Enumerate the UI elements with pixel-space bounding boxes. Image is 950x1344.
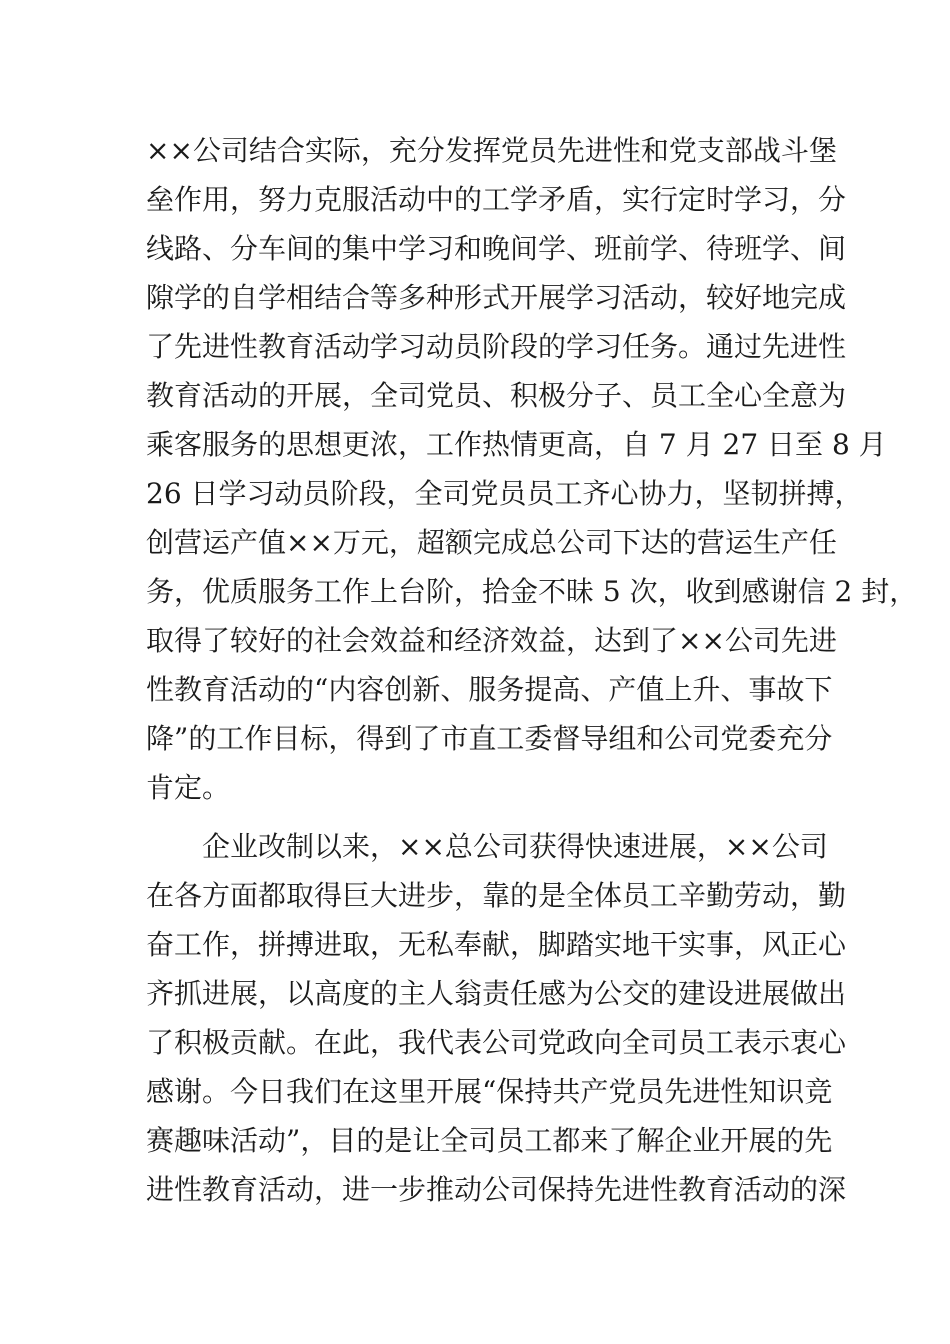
text-line: 性教育活动的“内容创新、服务提高、产值上升、事故下 [146, 673, 833, 706]
text-line: 了先进性教育活动学习动员阶段的学习任务。通过先进性 [146, 330, 847, 363]
text-line: 奋工作，拼搏进取，无私奉献，脚踏实地干实事，风正心 [146, 928, 847, 961]
text-line: 了积极贡献。在此，我代表公司党政向全司员工表示衷心 [146, 1026, 847, 1059]
text-line: 企业改制以来，××总公司获得快速进展，××公司 [202, 830, 828, 863]
text-line: 感谢。今日我们在这里开展“保持共产党员先进性知识竞 [146, 1075, 833, 1108]
text-line: 赛趣味活动”，目的是让全司员工都来了解企业开展的先 [146, 1124, 833, 1157]
text-line: 务，优质服务工作上台阶，拾金不昧 5 次，收到感谢信 2 封， [146, 575, 918, 608]
text-line: 进性教育活动，进一步推动公司保持先进性教育活动的深 [146, 1173, 847, 1206]
paragraph-spacer [146, 812, 826, 822]
text-line: 垒作用，努力克服活动中的工学矛盾，实行定时学习，分 [146, 183, 847, 216]
text-line: 降”的工作目标，得到了市直工委督导组和公司党委充分 [146, 722, 833, 755]
document-body [146, 126, 918, 1214]
text-line: 肯定。 [146, 771, 231, 804]
text-line: 乘客服务的思想更浓，工作热情更高，自 7 月 27 日至 8 月 [146, 428, 887, 461]
text-line: 26 日学习动员阶段，全司党员员工齐心协力，坚韧拼搏， [146, 477, 863, 510]
text-line: 齐抓进展，以高度的主人翁责任感为公交的建设进展做出 [146, 977, 847, 1010]
text-line: 隙学的自学相结合等多种形式开展学习活动，较好地完成 [146, 281, 847, 314]
text-line: 创营运产值××万元，超额完成总公司下达的营运生产任 [146, 526, 837, 559]
paragraph-2 [146, 822, 847, 1214]
text-line: 在各方面都取得巨大进步，靠的是全体员工辛勤劳动，勤 [146, 879, 847, 912]
text-line: 线路、分车间的集中学习和晚间学、班前学、待班学、间 [146, 232, 847, 265]
paragraph-1 [146, 126, 918, 812]
text-line: ××公司结合实际，充分发挥党员先进性和党支部战斗堡 [146, 134, 837, 167]
text-line: 取得了较好的社会效益和经济效益，达到了××公司先进 [146, 624, 837, 657]
text-line: 教育活动的开展，全司党员、积极分子、员工全心全意为 [146, 379, 847, 412]
